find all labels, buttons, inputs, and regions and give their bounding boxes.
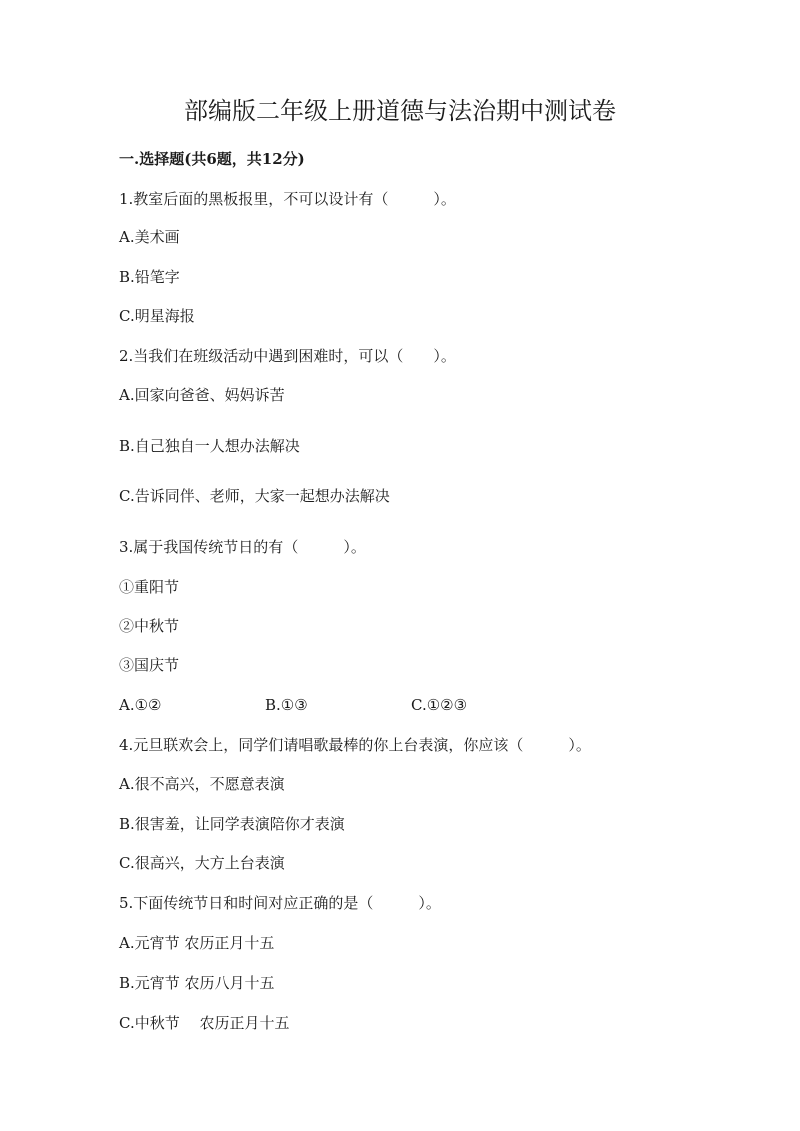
page-title: 部编版二年级上册道德与法治期中测试卷	[184, 97, 616, 125]
question-stem: 1.教室后面的黑板报里，不可以设计有（ ）。	[119, 190, 456, 208]
option-c: C.很高兴，大方上台表演	[119, 854, 285, 872]
option-b: B.元宵节 农历八月十五	[119, 974, 275, 992]
option-a: A.元宵节 农历正月十五	[119, 934, 275, 952]
option-a: A.美术画	[119, 228, 180, 246]
option-c: C.中秋节 农历正月十五	[119, 1014, 290, 1032]
question-stem: 4.元旦联欢会上，同学们请唱歌最棒的你上台表演，你应该（ ）。	[119, 736, 591, 754]
option-a: A.①②	[119, 696, 162, 714]
question-stem: 2.当我们在班级活动中遇到困难时，可以（ ）。	[119, 347, 456, 365]
choice-item-2: ②中秋节	[119, 617, 180, 635]
choice-item-1: ①重阳节	[119, 578, 180, 596]
option-c: C.明星海报	[119, 307, 195, 325]
option-b: B.①③	[265, 696, 308, 714]
option-b: B.自己独自一人想办法解决	[119, 437, 300, 455]
option-a: A.很不高兴，不愿意表演	[119, 775, 285, 793]
question-stem: 5.下面传统节日和时间对应正确的是（ ）。	[119, 894, 441, 912]
option-c: C.①②③	[411, 696, 468, 714]
section-heading: 一.选择题(共6题，共12分)	[119, 150, 305, 168]
option-c: C.告诉同伴、老师，大家一起想办法解决	[119, 487, 390, 505]
choice-item-3: ③国庆节	[119, 656, 180, 674]
option-b: B.很害羞，让同学表演陪你才表演	[119, 815, 345, 833]
option-b: B.铅笔字	[119, 268, 180, 286]
question-stem: 3.属于我国传统节日的有（ ）。	[119, 538, 366, 556]
option-a: A.回家向爸爸、妈妈诉苦	[119, 386, 285, 404]
